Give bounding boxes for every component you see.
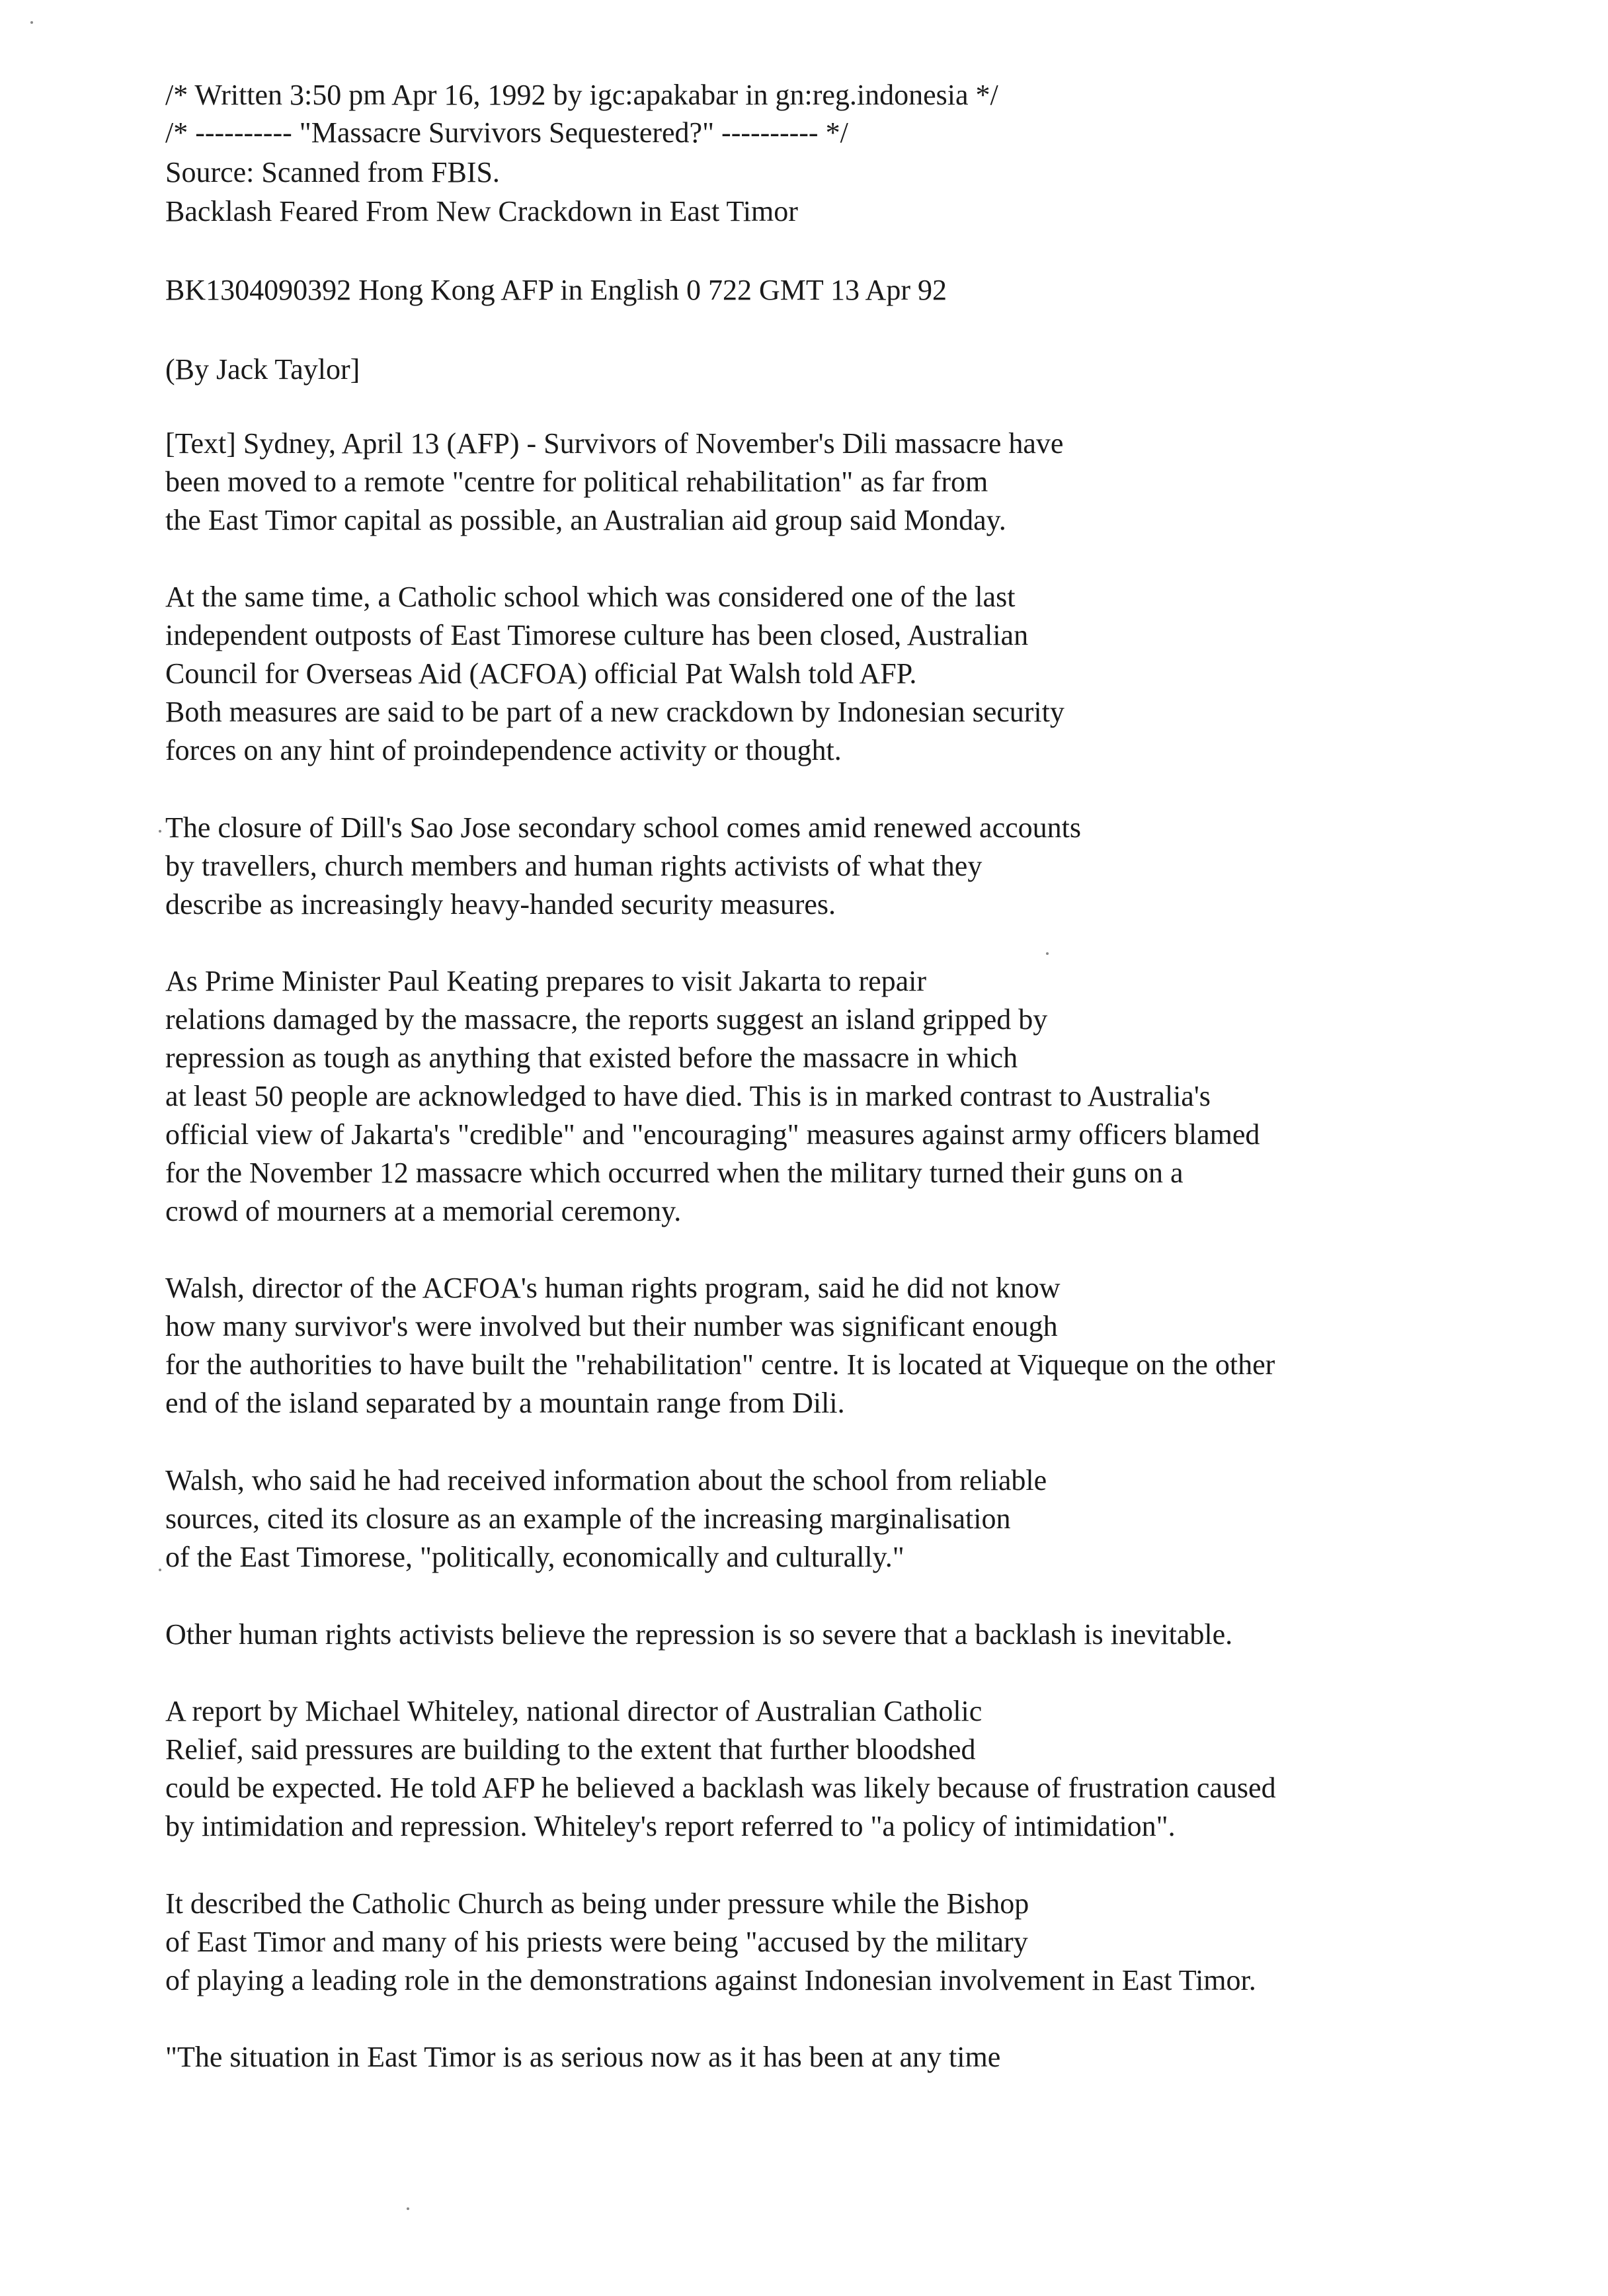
paragraph-line: As Prime Minister Paul Keating prepares to visit Jakarta to repair xyxy=(165,965,927,997)
paragraph-line: Walsh, who said he had received information about the school from reliable xyxy=(165,1464,1047,1496)
paragraph-line: relations damaged by the massacre, the reports suggest an island gripped by xyxy=(165,1003,1048,1036)
scan-speck xyxy=(159,1569,161,1571)
paragraph-line: A report by Michael Whiteley, national director of Australian Catholic xyxy=(165,1695,983,1727)
paragraph-line: Both measures are said to be part of a new crackdown by Indonesian security xyxy=(165,696,1065,728)
paragraph-line: It described the Catholic Church as being under pressure while the Bishop xyxy=(165,1887,1029,1920)
paragraph-line: Council for Overseas Aid (ACFOA) official Pat Walsh told AFP. xyxy=(165,657,917,690)
header-line-source: Source: Scanned from FBIS. xyxy=(165,156,500,188)
paragraph-line: for the authorities to have built the "rehabilitation" centre. It is located at Viqueque on the other xyxy=(165,1348,1275,1381)
paragraph-line: by intimidation and repression. Whiteley's report referred to "a policy of intimidation". xyxy=(165,1810,1176,1842)
dateline: BK1304090392 Hong Kong AFP in English 0 722 GMT 13 Apr 92 xyxy=(165,274,947,306)
paragraph-line: [Text] Sydney, April 13 (AFP) - Survivors of November's Dili massacre have xyxy=(165,427,1064,460)
paragraph-line: The closure of Dill's Sao Jose secondary school comes amid renewed accounts xyxy=(165,811,1081,844)
scan-speck xyxy=(159,830,161,833)
article-headline: Backlash Feared From New Crackdown in East Timor xyxy=(165,195,798,227)
paragraph-line: of playing a leading role in the demonstrations against Indonesian involvement in East Timor. xyxy=(165,1964,1256,1996)
paragraph-line: "The situation in East Timor is as serious now as it has been at any time xyxy=(165,2041,1001,2073)
paragraph-line: how many survivor's were involved but their number was significant enough xyxy=(165,1310,1058,1342)
paragraph-line: of the East Timorese, "politically, economically and culturally." xyxy=(165,1541,904,1573)
scan-speck xyxy=(1046,952,1049,955)
paragraph-line: could be expected. He told AFP he believed a backlash was likely because of frustration caused xyxy=(165,1772,1276,1804)
header-line-written: /* Written 3:50 pm Apr 16, 1992 by igc:apakabar in gn:reg.indonesia */ xyxy=(165,79,998,111)
paragraph-line: sources, cited its closure as an example of the increasing marginalisation xyxy=(165,1502,1011,1535)
paragraph-line: been moved to a remote "centre for political rehabilitation" as far from xyxy=(165,466,988,498)
paragraph-line: by travellers, church members and human rights activists of what they xyxy=(165,850,983,882)
scan-speck xyxy=(30,21,33,24)
paragraph-line: Walsh, director of the ACFOA's human rights program, said he did not know xyxy=(165,1272,1061,1304)
paragraph-line: the East Timor capital as possible, an Australian aid group said Monday. xyxy=(165,504,1006,536)
paragraph-line: at least 50 people are acknowledged to have died. This is in marked contrast to Australia's xyxy=(165,1080,1211,1112)
header-line-subject: /* ---------- "Massacre Survivors Sequestered?" ---------- */ xyxy=(165,116,848,149)
scan-speck xyxy=(407,2207,409,2210)
paragraph-line: official view of Jakarta's "credible" and "encouraging" measures against army officers blamed xyxy=(165,1118,1260,1151)
paragraph-line: Other human rights activists believe the repression is so severe that a backlash is inevitable. xyxy=(165,1618,1233,1651)
paragraph-line: repression as tough as anything that existed before the massacre in which xyxy=(165,1042,1018,1074)
paragraph-line: At the same time, a Catholic school which was considered one of the last xyxy=(165,581,1016,613)
paragraph-line: crowd of mourners at a memorial ceremony. xyxy=(165,1195,682,1227)
paragraph-line: independent outposts of East Timorese culture has been closed, Australian xyxy=(165,619,1029,651)
paragraph-line: forces on any hint of proindependence activity or thought. xyxy=(165,734,842,766)
paragraph-line: of East Timor and many of his priests were being "accused by the military xyxy=(165,1926,1028,1958)
byline: (By Jack Taylor] xyxy=(165,353,360,386)
paragraph-line: end of the island separated by a mountain range from Dili. xyxy=(165,1387,845,1419)
paragraph-line: for the November 12 massacre which occurred when the military turned their guns on a xyxy=(165,1157,1184,1189)
paragraph-line: describe as increasingly heavy-handed security measures. xyxy=(165,888,836,921)
paragraph-line: Relief, said pressures are building to the extent that further bloodshed xyxy=(165,1733,976,1766)
